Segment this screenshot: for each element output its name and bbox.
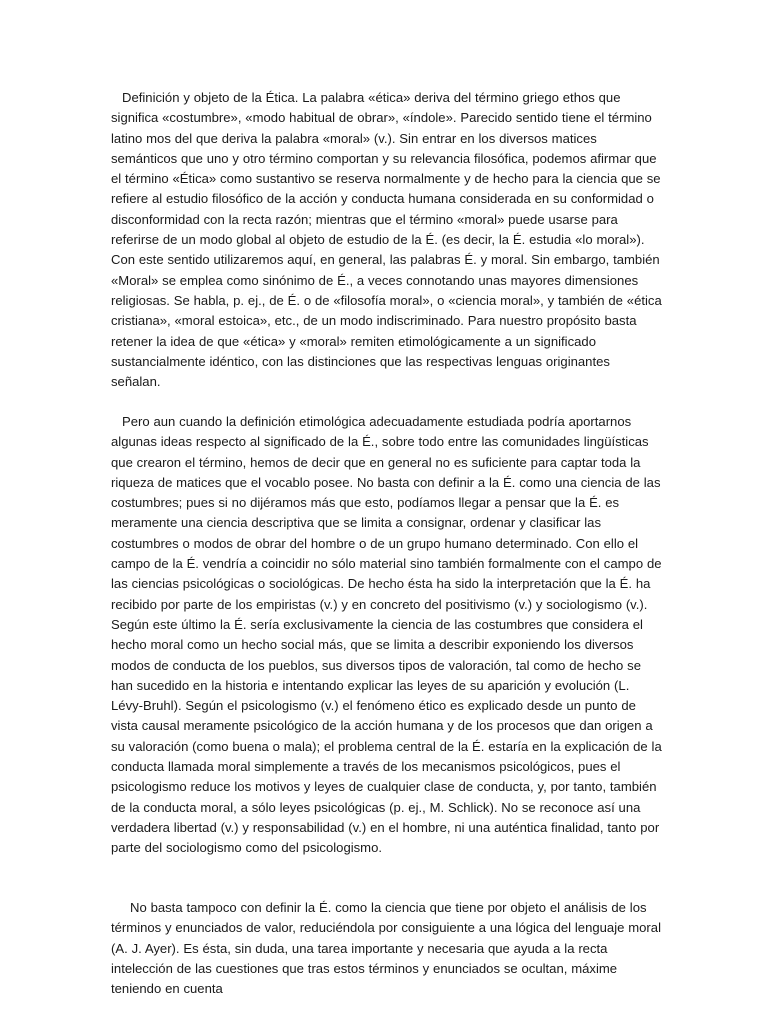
- paragraph-etimologia: Pero aun cuando la definición etimológica adecuadamente estudiada podría aportarnos algunas ideas respecto al significado de la É., sobre todo entre las comunidades lingüísticas que crearon el término, hemos de decir que en general no es suficiente para captar toda la riqueza de matices que el vocablo posee. No basta con definir a la É. como una ciencia de las costumbres; pues si no dijéramos más que esto, podíamos llegar a pensar que la É. es meramente una ciencia descriptiva que se limita a consignar, ordenar y clasificar las costumbres o modos de obrar del hombre o de un grupo humano determinado. Con ello el campo de la É. vendría a coincidir no sólo material sino también formalmente con el campo de las ciencias psicológicas o sociológicas. De hecho ésta ha sido la interpretación que la É. ha recibido por parte de los empiristas (v.) y en concreto del positivismo (v.) y sociologismo (v.). Según este último la É. sería exclusivamente la ciencia de las costumbres que considera el hecho moral como un hecho social más, que se limita a describir exponiendo los diversos modos de conducta de los pueblos, sus diversos tipos de valoración, tal como de hecho se han sucedido en la historia e intentando explicar las leyes de su aparición y evolución (L. Lévy-Bruhl). Según el psicologismo (v.) el fenómeno ético es explicado desde un punto de vista causal meramente psicológico de la acción humana y de los procesos que dan origen a su valoración (como buena o mala); el problema central de la É. estaría en la explicación de la conducta llamada moral simplemente a través de los mecanismos psicológicos, pues el psicologismo reduce los motivos y leyes de cualquier clase de conducta, y, por tanto, también de la conducta moral, a sólo leyes psicológicas (p. ej., M. Schlick). No se reconoce así una verdadera libertad (v.) y responsabilidad (v.) en el hombre, ni una auténtica finalidad, tanto por parte del sociologismo como del psicologismo.: [111, 414, 662, 856]
- paragraph-lenguaje-moral: No basta tampoco con definir la É. como la ciencia que tiene por objeto el análisis de los términos y enunciados de valor, reduciéndola por consiguiente a una lógica del lenguaje moral (A. J. Ayer). Es ésta, sin duda, una tarea importante y necesaria que ayuda a la recta intelección de las cuestiones que tras estos términos y enunciados se ocultan, máxime teniendo en cuenta: [111, 900, 661, 997]
- paragraph-definicion: Definición y objeto de la Ética. La palabra «ética» deriva del término griego ethos que significa «costumbre», «modo habitual de obrar», «índole». Parecido sentido tiene el término latino mos del que deriva la palabra «moral» (v.). Sin entrar en los diversos matices semánticos que uno y otro término comportan y su relevancia filosófica, podemos afirmar que el término «Ética» como sustantivo se reserva normalmente y de hecho para la ciencia que se refiere al estudio filosófico de la acción y conducta humana considerada en su conformidad o disconformidad con la recta razón; mientras que el término «moral» puede usarse para referirse de un modo global al objeto de estudio de la É. (es decir, la É. estudia «lo moral»). Con este sentido utilizaremos aquí, en general, las palabras É. y moral. Sin embargo, también «Moral» se emplea como sinónimo de É., a veces connotando unas mayores dimensiones religiosas. Se habla, p. ej., de É. o de «filosofía moral», o «ciencia moral», y también de «ética cristiana», «moral estoica», etc., de un modo indiscriminado. Para nuestro propósito basta retener la idea de que «ética» y «moral» remiten etimológicamente a un significado sustancialmente idéntico, con las distinciones que las respectivas lenguas originantes señalan.: [111, 90, 662, 390]
